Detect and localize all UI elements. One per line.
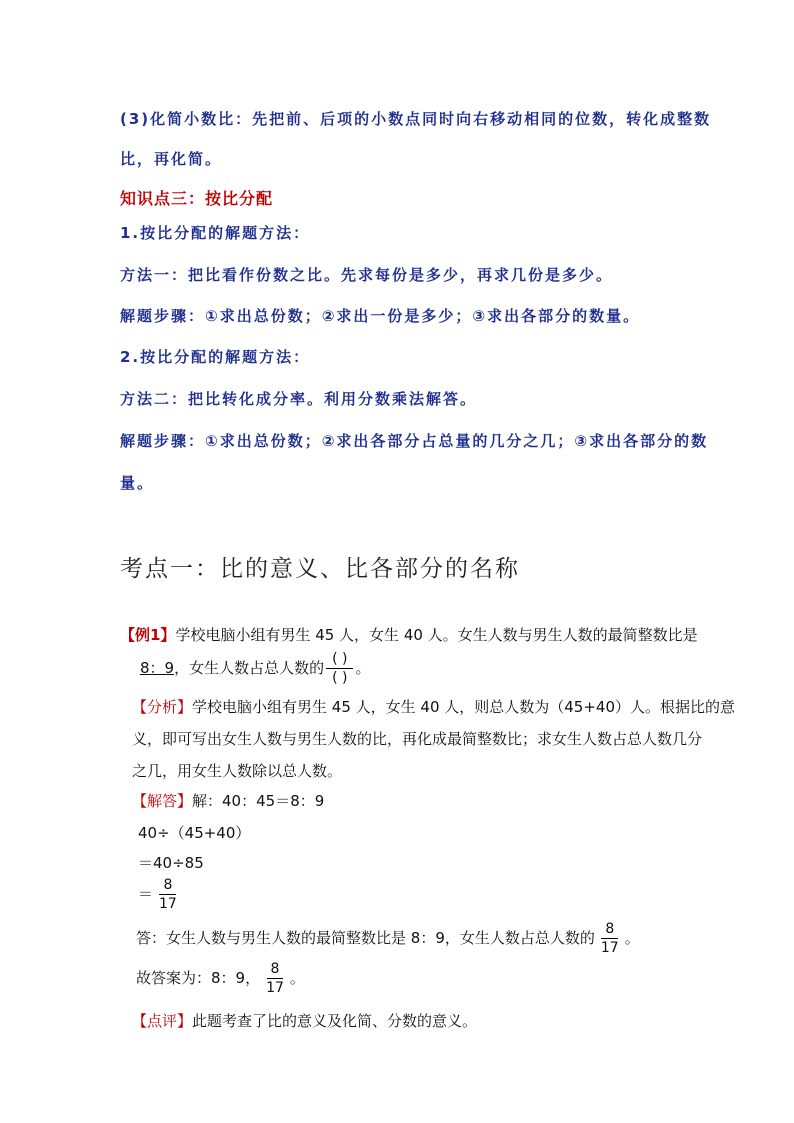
method-title: 1.按比分配的解题方法：: [120, 224, 311, 242]
final-text: 故答案为：8：9，: [136, 969, 261, 987]
analysis-text: 学校电脑小组有男生 45 人，女生 40 人，则总人数为（45+40）人。根据比的意: [192, 698, 736, 716]
fraction: [155, 878, 181, 911]
analysis-line: [132, 696, 735, 717]
answer-line: [132, 790, 324, 811]
analysis-tag: 【分析】: [132, 698, 193, 716]
example-line: [140, 652, 371, 685]
ratio-answer: 8：9: [140, 659, 175, 677]
fraction-denominator: 17: [159, 896, 177, 912]
final-text: 。: [289, 969, 305, 987]
example-text: ，女生人数占总人数的: [174, 659, 325, 677]
fraction-numerator: 8: [267, 962, 284, 979]
fraction-denominator: 17: [600, 940, 619, 956]
blank-numerator: ( ): [326, 652, 353, 669]
comment-tag: 【点评】: [132, 1012, 193, 1030]
answer-text: 40÷（45+40）: [138, 824, 251, 842]
method-text: 方法一：把比看作份数之比。先求每份是多少，再求几份是多少。: [120, 266, 614, 284]
example-text: 。: [355, 659, 371, 677]
answer-text: 解：40：45＝8：9: [192, 792, 325, 810]
blank-fraction: [326, 652, 353, 685]
steps-text: 解题步骤：①求出总份数；②求出各部分占总量的几分之几；③求出各部分的数: [120, 432, 709, 450]
example-tag: 【例1】: [120, 626, 176, 644]
fraction: [597, 922, 623, 955]
fraction-denominator: 17: [266, 980, 284, 996]
reply-text: 。: [624, 929, 640, 947]
comment-line: [132, 1010, 477, 1031]
steps-text: 解题步骤：①求出总份数；②求出一份是多少；③求出各部分的数量。: [120, 307, 641, 325]
text-line: (3)化简小数比：先把前、后项的小数点同时向右移动相同的位数，转化成整数: [120, 110, 712, 128]
answer-tag: 【解答】: [132, 792, 193, 810]
knowledge-heading: 知识点三：按比分配: [120, 189, 274, 208]
comment-text: 此题考查了比的意义及化简、分数的意义。: [192, 1012, 478, 1030]
steps-text: 量。: [120, 474, 155, 492]
text-line: 比，再化简。: [120, 150, 223, 168]
analysis-text: 义，即可写出女生人数与男生人数的比，再化成最简整数比；求女生人数占总人数几分: [132, 730, 703, 748]
answer-text: ＝40÷85: [138, 854, 204, 872]
analysis-text: 之几，用女生人数除以总人数。: [132, 762, 343, 780]
example-text: 学校电脑小组有男生 45 人，女生 40 人。女生人数与男生人数的最简整数比是: [175, 626, 698, 644]
fraction-numerator: 8: [159, 878, 176, 895]
final-line: [136, 962, 305, 995]
reply-text: 答：女生人数与男生人数的最简整数比是 8：9，女生人数占总人数的: [136, 929, 595, 947]
answer-line: [138, 878, 183, 911]
section-title: 考点一：比的意义、比各部分的名称: [120, 556, 520, 582]
method-text: 方法二：把比转化成分率。利用分数乘法解答。: [120, 390, 478, 408]
reply-line: [136, 922, 640, 955]
fraction: [262, 962, 288, 995]
fraction-numerator: 8: [601, 922, 618, 939]
example-line: [120, 624, 698, 645]
blank-denominator: ( ): [332, 670, 348, 686]
method-title: 2.按比分配的解题方法：: [120, 348, 311, 366]
answer-text: ＝: [138, 885, 154, 903]
